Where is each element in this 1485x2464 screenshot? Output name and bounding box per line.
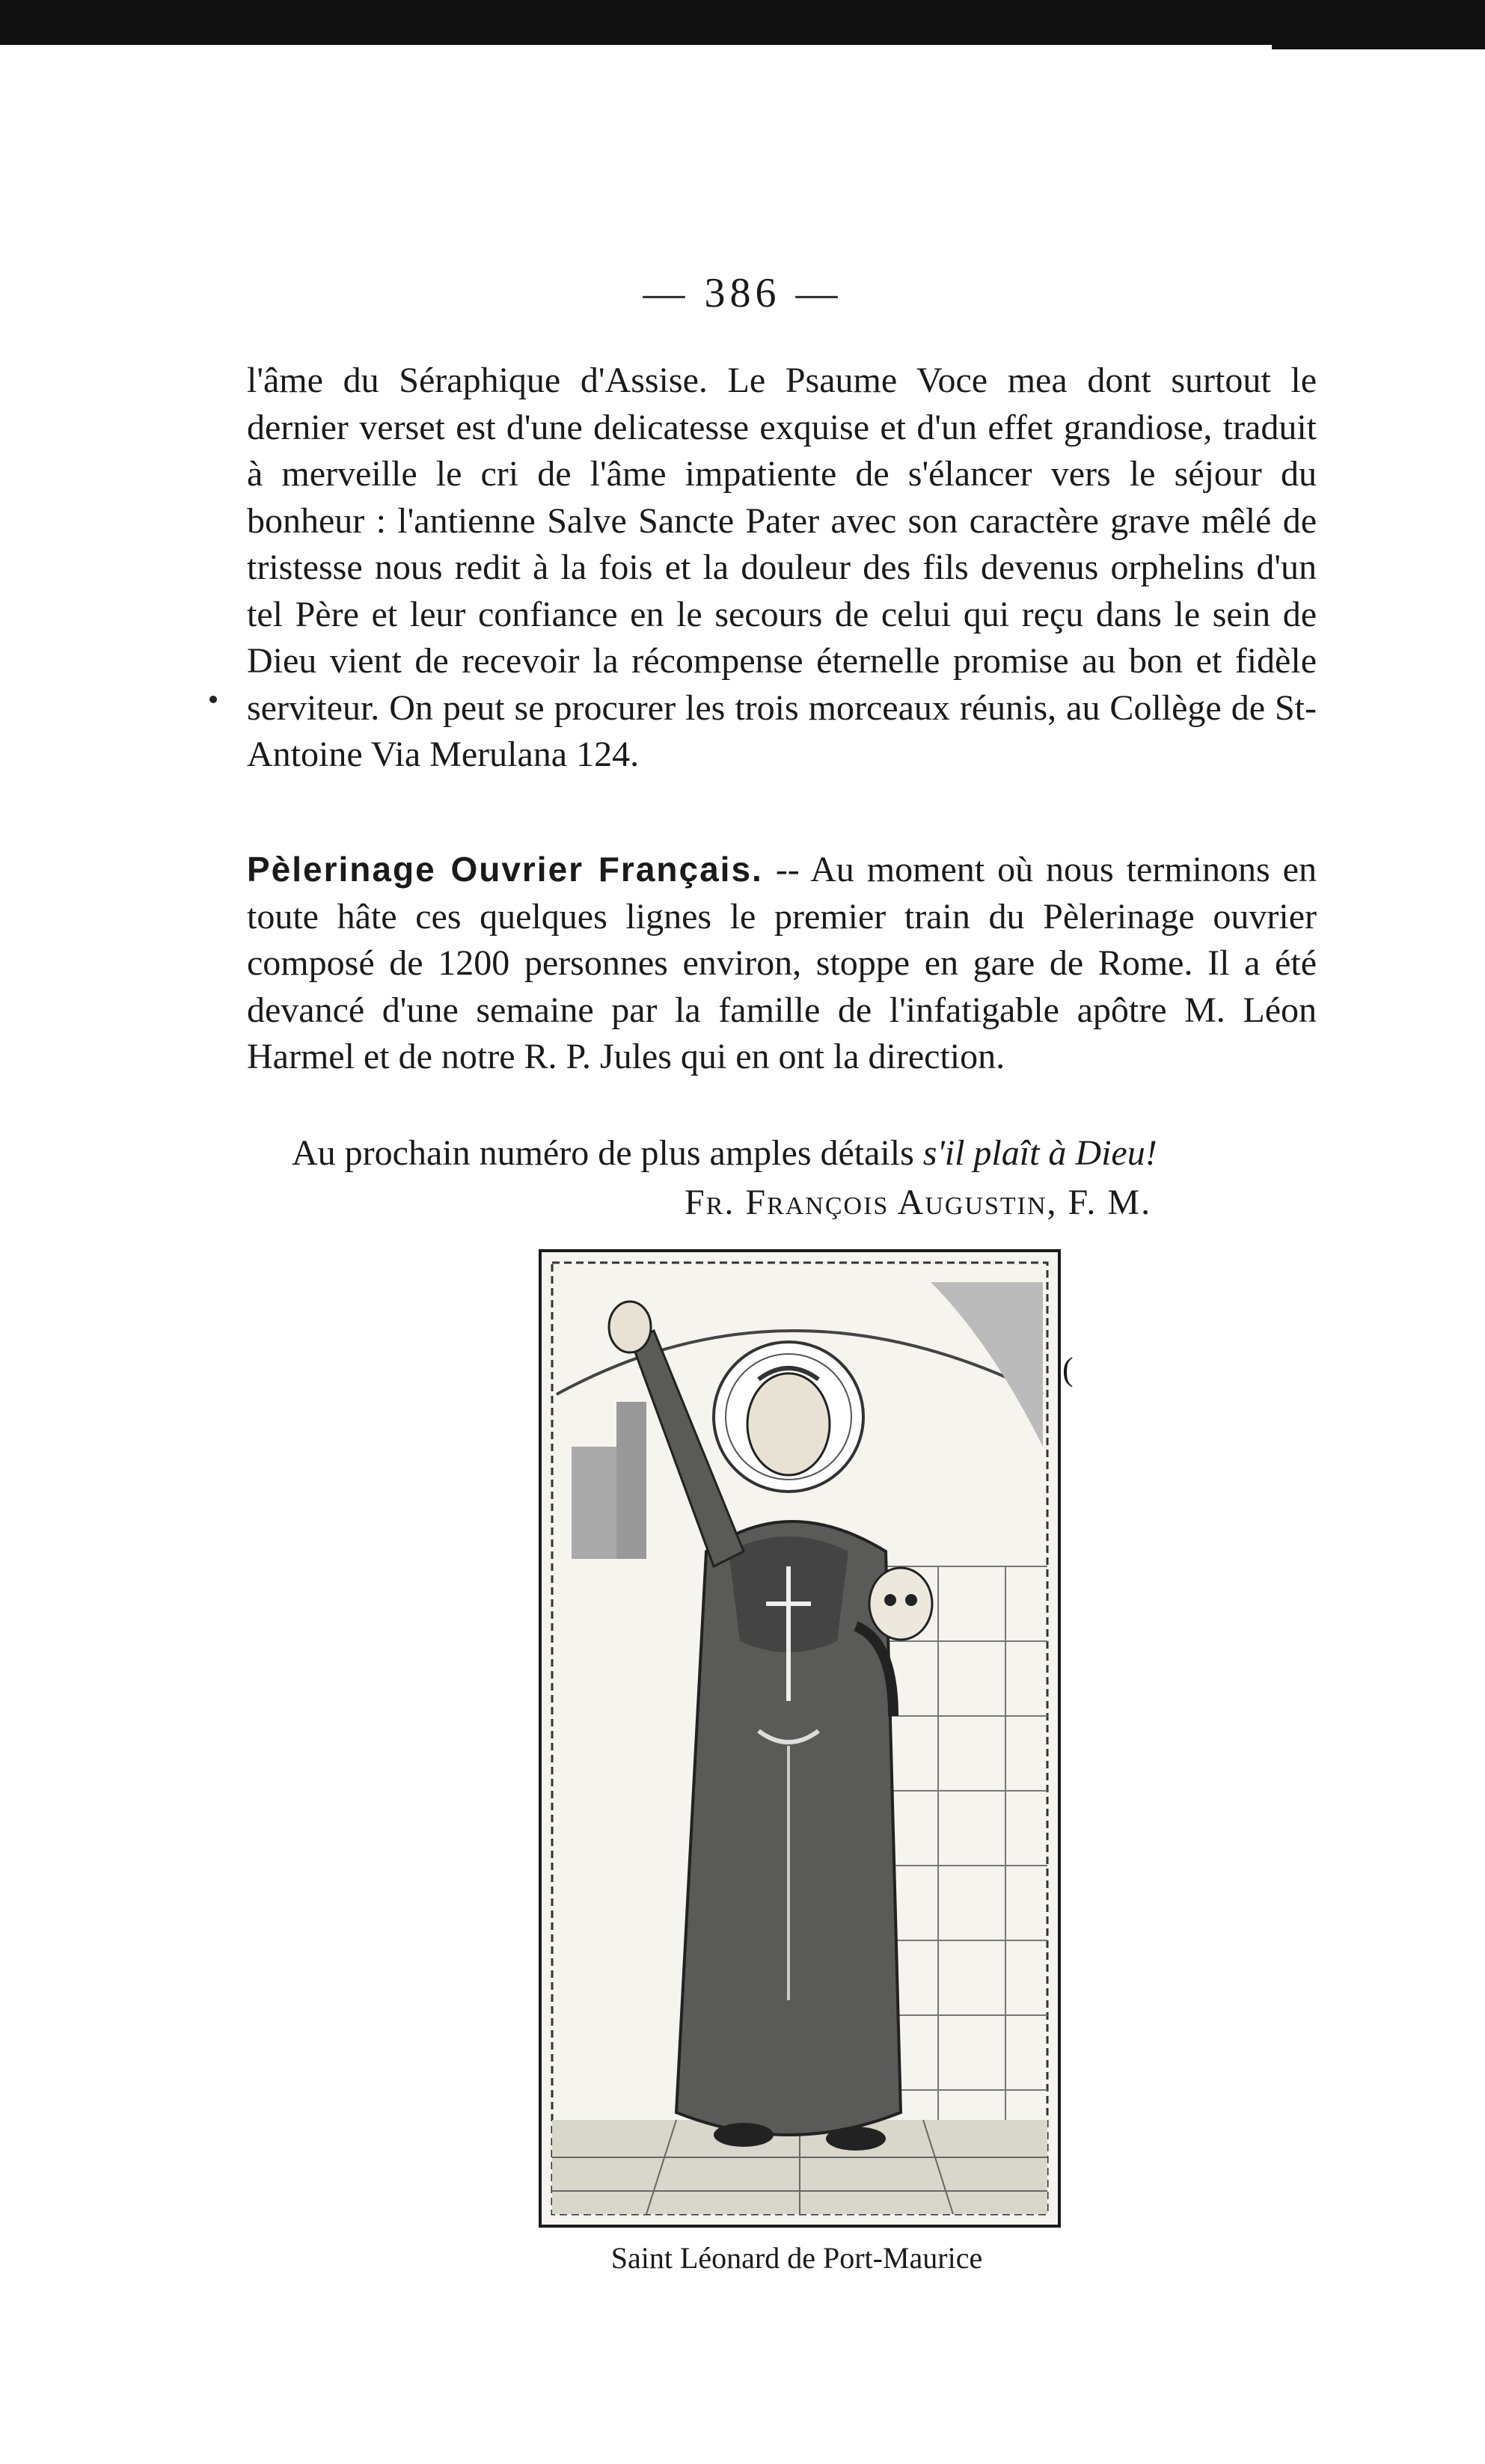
closing-phrase: s'il plaît à Dieu! xyxy=(922,1133,1157,1173)
paragraph-pelerinage-body: -- Au moment où nous terminons en toute hâte ces quelques lignes le premier train du Pèlerinage ouvrier composé de 1200 personnes environ, stoppe en gare de Rome. Il a été devancé d'une semaine par la famille de l'infatigable apôtre M. Léon Harmel et de notre R. P. Jules qui en ont la direction. xyxy=(247,850,1317,1076)
paragraph-prochain-numero-body: Au prochain numéro de plus amples détails xyxy=(292,1133,923,1173)
raised-hand xyxy=(609,1302,651,1352)
saint-face xyxy=(747,1373,830,1475)
saint-engraving-art xyxy=(542,1252,1058,2225)
skull-eye xyxy=(884,1594,896,1606)
figure-caption: Saint Léonard de Port-Maurice xyxy=(610,2241,983,2275)
signature: Fr. François Augustin, F. M. xyxy=(685,1183,1152,1222)
distant-tower xyxy=(572,1447,616,1559)
margin-dot xyxy=(209,696,217,703)
ornament-corner xyxy=(931,1282,1043,1447)
section-heading: Pèlerinage Ouvrier Français. xyxy=(247,850,763,889)
left-foot xyxy=(714,2123,774,2147)
margin-mark: ( xyxy=(1062,1351,1074,1388)
distant-tower xyxy=(616,1402,646,1559)
paragraph-prochain-numero xyxy=(247,1130,1317,1177)
skull-eye xyxy=(905,1594,917,1606)
saint-engraving xyxy=(539,1249,1061,2228)
skull xyxy=(869,1568,932,1640)
page-number: — 386 — xyxy=(643,270,842,316)
top-border-rule xyxy=(0,0,1485,45)
paragraph-seraphique: l'âme du Séraphique d'Assise. Le Psaume Voce mea dont surtout le dernier verset est d'une delicatesse exquise et d'un effet grandiose, traduit à merveille le cri de l'âme impatiente de s'élancer vers le séjour du bonheur : l'antienne Salve Sancte Pater avec son caractère grave mêlé de tristesse nous redit à la fois et la douleur des fils devenus orphelins d'un tel Père et leur confiance en le secours de celui qui reçu dans le sein de Dieu vient de recevoir la récompense éternelle promise au bon et fidèle serviteur. On peut se procurer les trois morceaux réunis, au Collège de St-Antoine Via Merulana 124. xyxy=(247,361,1317,774)
right-foot xyxy=(826,2127,886,2151)
paragraph-pelerinage xyxy=(247,846,1317,1081)
